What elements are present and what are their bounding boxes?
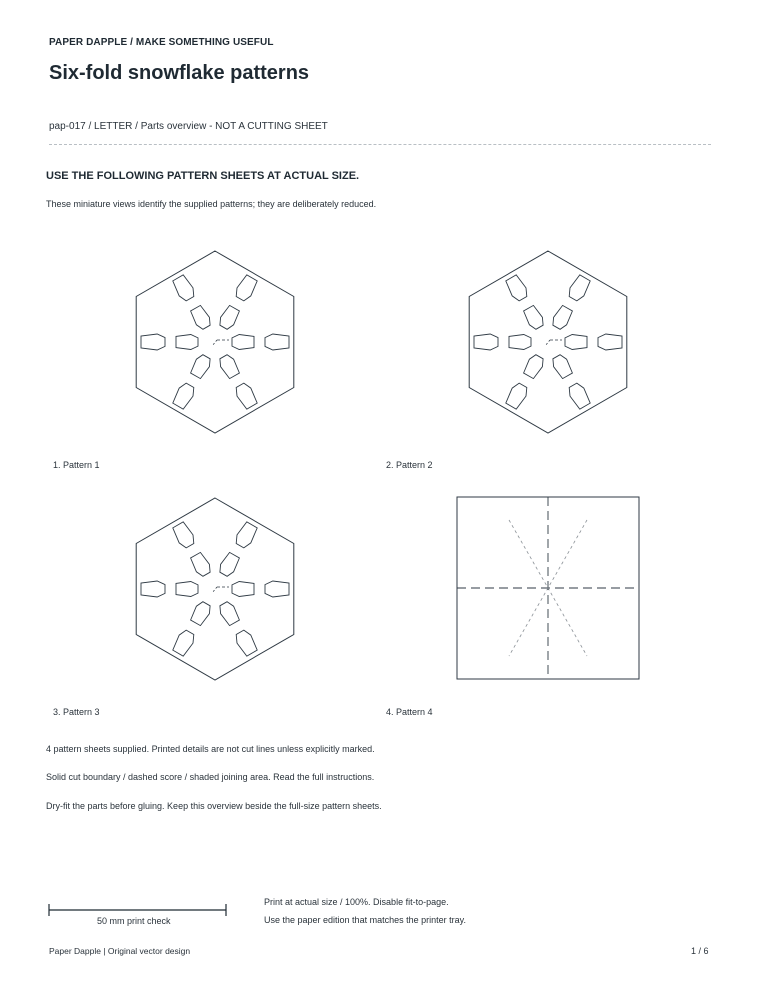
scale-bar-label: 50 mm print check (97, 916, 171, 926)
inner-cut-shape (509, 335, 531, 350)
inner-cut-shape (191, 552, 211, 576)
inner-cut-shape (553, 305, 573, 329)
inner-cut-shape (524, 355, 544, 379)
outer-cut-shape (173, 522, 194, 548)
outer-cut-shape (173, 383, 194, 409)
inner-cut-shape (191, 602, 211, 626)
section-intro: These miniature views identify the supplied patterns; they are deliberately reduced. (46, 199, 377, 209)
section-heading: USE THE FOLLOWING PATTERN SHEETS AT ACTUAL SIZE. (46, 170, 360, 182)
page-number: 1 / 6 (691, 946, 709, 956)
inner-cut-shape (565, 335, 587, 350)
inner-cut-shape (220, 355, 240, 379)
center-fold-mark (212, 587, 217, 593)
outer-cut-shape (569, 383, 590, 409)
pattern-4-caption: 4. Pattern 4 (386, 707, 433, 717)
inner-cut-shape (191, 305, 211, 329)
snowflake-hexagon-icon (136, 498, 294, 680)
inner-cut-shape (176, 335, 198, 350)
outer-cut-shape (265, 334, 289, 350)
outer-cut-shape (236, 383, 257, 409)
outer-cut-shape (569, 275, 590, 301)
pattern-3-caption: 3. Pattern 3 (53, 707, 100, 717)
page-title: Six-fold snowflake patterns (49, 62, 310, 84)
document-meta: pap-017 / LETTER / Parts overview - NOT A CUTTING SHEET (49, 121, 328, 132)
note-line: 4 pattern sheets supplied. Printed details are not cut lines unless explicitly marked. (46, 744, 375, 754)
outer-cut-shape (598, 334, 622, 350)
outer-cut-shape (173, 630, 194, 656)
inner-cut-shape (220, 602, 240, 626)
pattern-2-diagram (458, 245, 638, 440)
snowflake-hexagon-icon (469, 251, 627, 433)
outer-cut-shape (236, 275, 257, 301)
note-line: Solid cut boundary / dashed score / shaded joining area. Read the full instructions. (46, 772, 375, 782)
print-instruction: Print at actual size / 100%. Disable fit-to-page. (264, 897, 449, 907)
brand-breadcrumb: PAPER DAPPLE / MAKE SOMETHING USEFUL (49, 37, 274, 48)
pattern-2-caption: 2. Pattern 2 (386, 460, 433, 470)
inner-cut-shape (232, 582, 254, 597)
outer-cut-shape (506, 275, 527, 301)
inner-cut-shape (220, 552, 240, 576)
outer-cut-shape (265, 581, 289, 597)
pattern-1-caption: 1. Pattern 1 (53, 460, 100, 470)
paper-instruction: Use the paper edition that matches the printer tray. (264, 915, 466, 925)
inner-cut-shape (220, 305, 240, 329)
dashed-divider (49, 144, 711, 145)
inner-cut-shape (553, 355, 573, 379)
center-fold-mark (212, 340, 217, 346)
outer-cut-shape (141, 581, 165, 597)
outer-cut-shape (474, 334, 498, 350)
center-fold-mark (545, 340, 550, 346)
inner-cut-shape (232, 335, 254, 350)
inner-cut-shape (191, 355, 211, 379)
outer-cut-shape (506, 383, 527, 409)
inner-cut-shape (524, 305, 544, 329)
note-line: Dry-fit the parts before gluing. Keep this overview beside the full-size pattern sheets. (46, 801, 382, 811)
inner-cut-shape (176, 582, 198, 597)
outer-cut-shape (141, 334, 165, 350)
pattern-3-diagram (125, 492, 305, 687)
footer-credit: Paper Dapple | Original vector design (49, 946, 191, 956)
pattern-4-diagram (456, 496, 641, 681)
outer-cut-shape (236, 522, 257, 548)
outer-cut-shape (236, 630, 257, 656)
pattern-1-diagram (125, 245, 305, 440)
snowflake-hexagon-icon (136, 251, 294, 433)
outer-cut-shape (173, 275, 194, 301)
